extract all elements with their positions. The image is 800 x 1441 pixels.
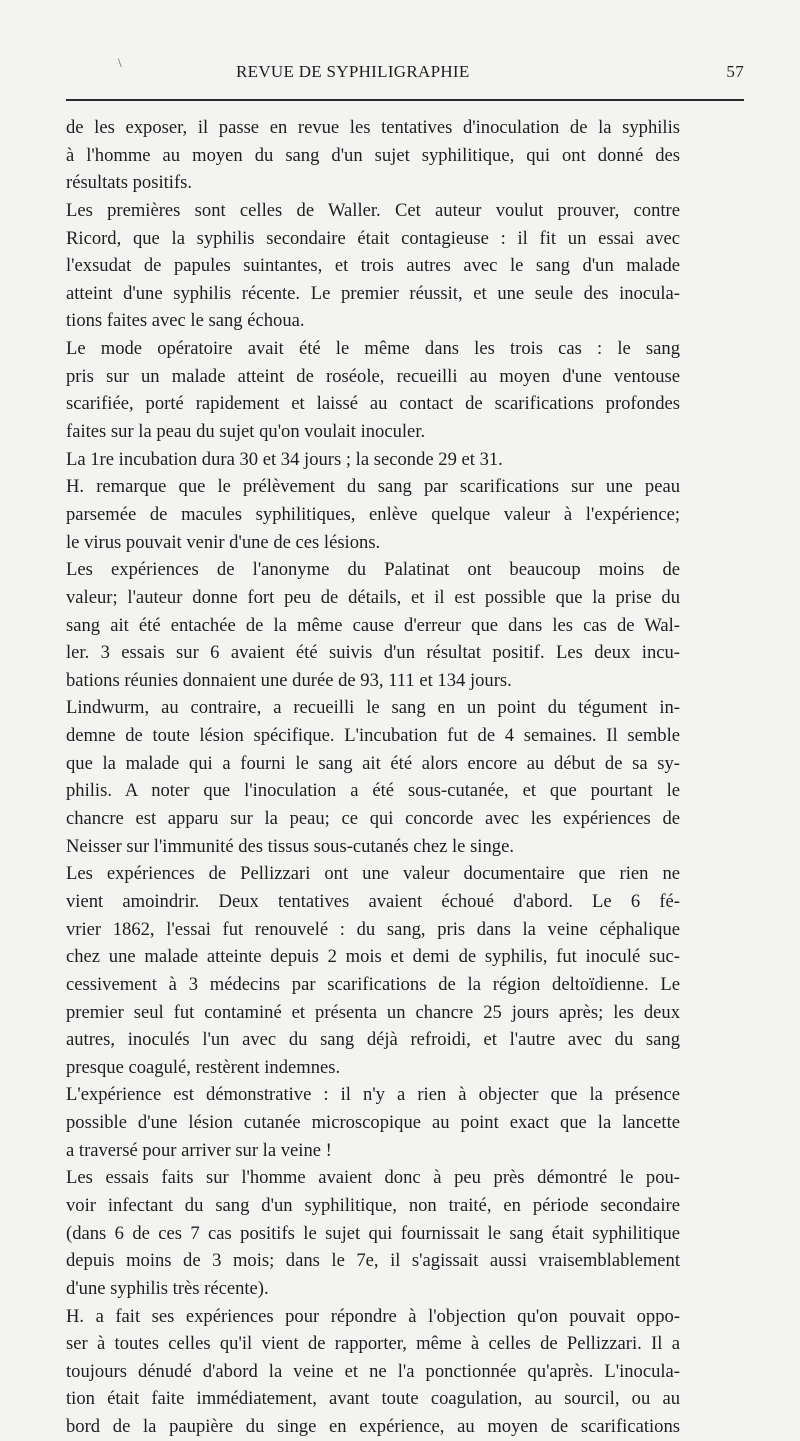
text-line: vient amoindrir. Deux tentatives avaient échoué d'abord. Le 6 fé- xyxy=(66,890,680,912)
text-line: vrier 1862, l'essai fut renouvelé : du sang, pris dans la veine céphalique xyxy=(66,918,680,940)
text-line: philis. A noter que l'inoculation a été sous-cutanée, et que pourtant le xyxy=(66,780,680,802)
text-line: valeur; l'auteur donne fort peu de détails, et il est possible que la prise du xyxy=(66,586,680,608)
page-body xyxy=(66,114,680,1441)
text-line: L'expérience est démonstrative : il n'y a rien à objecter que la présence xyxy=(66,1084,680,1106)
text-line: chancre est apparu sur la peau; ce qui concorde avec les expériences de xyxy=(66,808,680,830)
text-line: premier seul fut contaminé et présenta un chancre 25 jours après; les deux xyxy=(66,1001,680,1023)
text-line: ser à toutes celles qu'il vient de rapporter, même à celles de Pellizzari. Il a xyxy=(66,1333,680,1355)
text-line: Le mode opératoire avait été le même dans les trois cas : le sang xyxy=(66,338,680,360)
text-line: tion était faite immédiatement, avant toute coagulation, au sourcil, ou au xyxy=(66,1388,680,1410)
text-line: l'exsudat de papules suintantes, et trois autres avec le sang d'un malade xyxy=(66,255,680,277)
text-line: à l'homme au moyen du sang d'un sujet syphilitique, qui ont donné des xyxy=(66,144,680,166)
header-rule xyxy=(66,99,744,101)
text-line: tions faites avec le sang échoua. xyxy=(66,310,305,332)
text-line: sang ait été entachée de la même cause d'erreur que dans les cas de Wal- xyxy=(66,614,680,636)
text-line: bations réunies donnaient une durée de 93, 111 et 134 jours. xyxy=(66,669,512,691)
text-line: H. a fait ses expériences pour répondre à l'objection qu'on pouvait oppo- xyxy=(66,1305,680,1327)
text-line: H. remarque que le prélèvement du sang par scarifications sur une peau xyxy=(66,476,680,498)
text-line: que la malade qui a fourni le sang ait été alors encore au début de sa sy- xyxy=(66,752,680,774)
text-line: Les expériences de Pellizzari ont une valeur documentaire que rien ne xyxy=(66,863,680,885)
text-line: atteint d'une syphilis récente. Le premier réussit, et une seule des inocula- xyxy=(66,282,680,304)
running-header xyxy=(66,62,744,92)
text-line: presque coagulé, restèrent indemnes. xyxy=(66,1056,341,1078)
stray-mark: \ xyxy=(118,55,122,70)
text-line: depuis moins de 3 mois; dans le 7e, il s'agissait aussi vraisemblablement xyxy=(66,1250,680,1272)
text-line: Lindwurm, au contraire, a recueilli le sang en un point du tégument in- xyxy=(66,697,680,719)
text-line: faites sur la peau du sujet qu'on voulait inoculer. xyxy=(66,421,426,443)
text-line: possible d'une lésion cutanée microscopique au point exact que la lancette xyxy=(66,1112,680,1134)
text-line: parsemée de macules syphilitiques, enlève quelque valeur à l'expérience; xyxy=(66,503,680,525)
text-line: d'une syphilis très récente). xyxy=(66,1277,269,1299)
text-line: résultats positifs. xyxy=(66,172,193,194)
text-line: Les essais faits sur l'homme avaient donc à peu près démontré le pou- xyxy=(66,1167,680,1189)
text-line: (dans 6 de ces 7 cas positifs le sujet qui fournissait le sang était syphilitique xyxy=(66,1222,680,1244)
text-line: autres, inoculés l'un avec du sang déjà refroidi, et l'autre avec du sang xyxy=(66,1029,680,1051)
text-line: Les expériences de l'anonyme du Palatinat ont beaucoup moins de xyxy=(66,559,680,581)
text-line: voir infectant du sang d'un syphilitique, non traité, en période secondaire xyxy=(66,1194,680,1216)
text-line: Ricord, que la syphilis secondaire était contagieuse : il fit un essai avec xyxy=(66,227,680,249)
text-line: pris sur un malade atteint de roséole, recueilli au moyen d'une ventouse xyxy=(66,365,680,387)
text-line: a traversé pour arriver sur la veine ! xyxy=(66,1139,332,1161)
text-line: bord de la paupière du singe en expérience, au moyen de scarifications xyxy=(66,1416,680,1438)
text-line: demne de toute lésion spécifique. L'incubation fut de 4 semaines. Il semble xyxy=(66,725,680,747)
text-line: La 1re incubation dura 30 et 34 jours ; la seconde 29 et 31. xyxy=(66,448,503,470)
text-line: de les exposer, il passe en revue les tentatives d'inoculation de la syphilis xyxy=(66,117,680,138)
text-line: cessivement à 3 médecins par scarifications de la région deltoïdienne. Le xyxy=(66,973,680,995)
text-line: Les premières sont celles de Waller. Cet auteur voulut prouver, contre xyxy=(66,199,680,221)
text-line: scarifiée, porté rapidement et laissé au contact de scarifications profondes xyxy=(66,393,680,415)
text-line: Neisser sur l'immunité des tissus sous-cutanés chez le singe. xyxy=(66,835,514,857)
page-number: 57 xyxy=(726,62,744,81)
text-line: ler. 3 essais sur 6 avaient été suivis d'un résultat positif. Les deux incu- xyxy=(66,642,680,664)
text-line: chez une malade atteinte depuis 2 mois et demi de syphilis, fut inoculé suc- xyxy=(66,946,680,968)
running-title: REVUE DE SYPHILIGRAPHIE xyxy=(236,62,470,81)
text-line: le virus pouvait venir d'une de ces lésions. xyxy=(66,531,381,553)
text-line: toujours dénudé d'abord la veine et ne l'a ponctionnée qu'après. L'inocula- xyxy=(66,1360,680,1382)
